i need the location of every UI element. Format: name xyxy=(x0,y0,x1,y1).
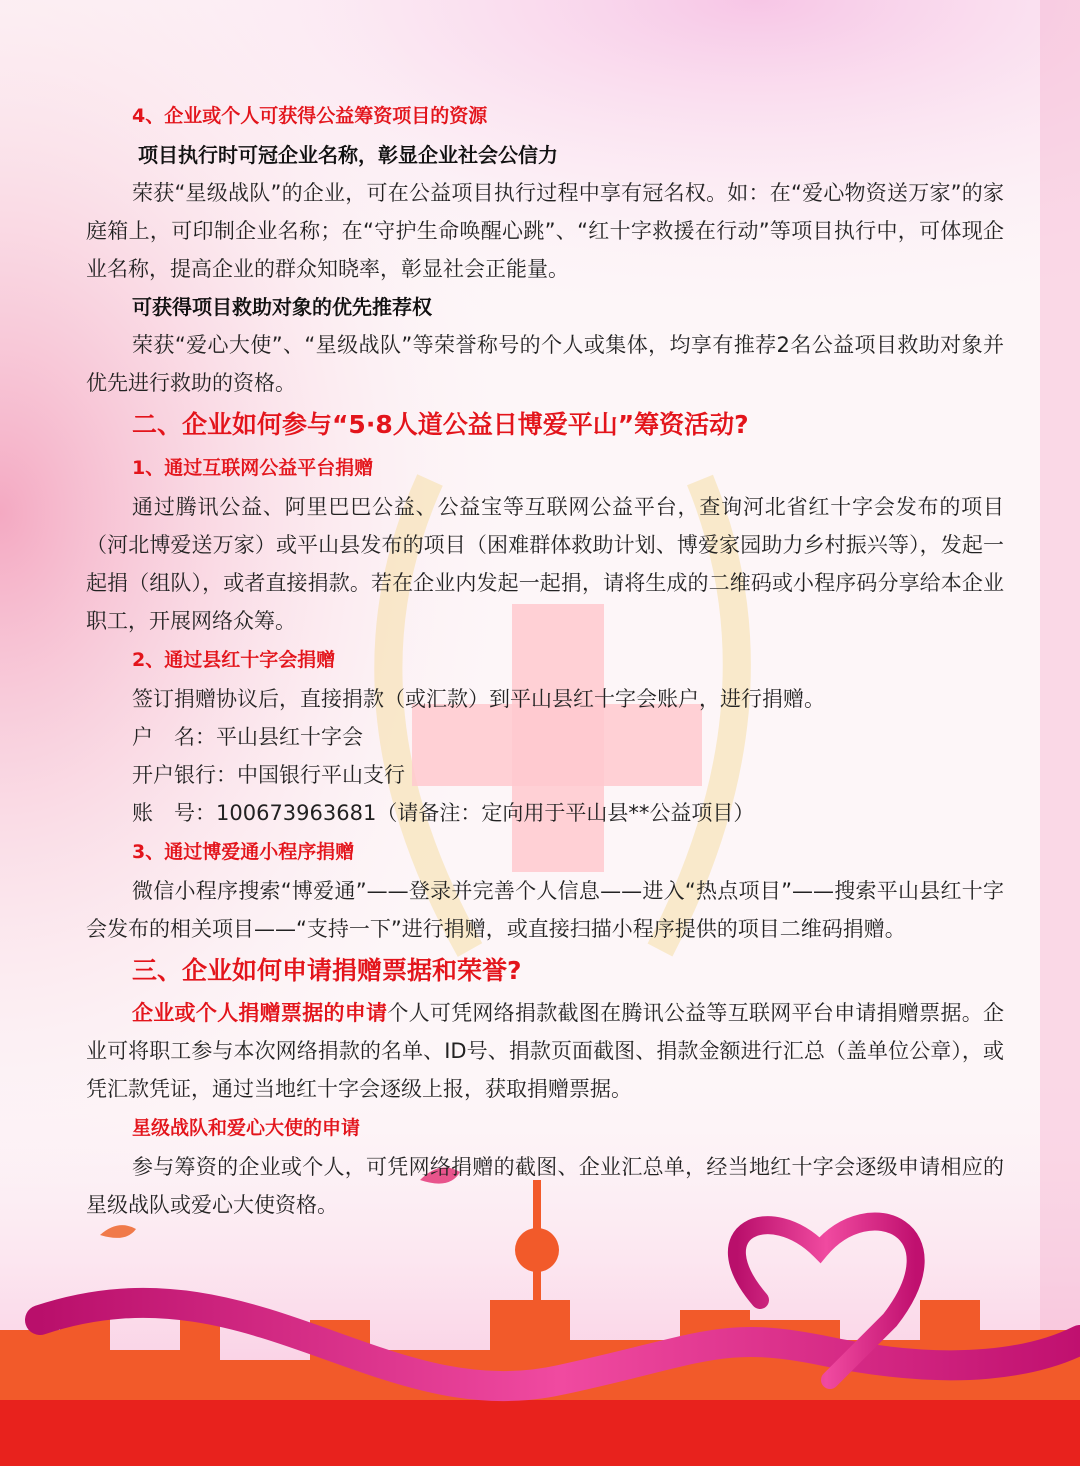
paragraph-method-1: 通过腾讯公益、阿里巴巴公益、公益宝等互联网公益平台，查询河北省红十字会发布的项目（河北博爱送万家）或平山县发布的项目（困难群体救助计划、博爱家园助力乡村振兴等），发起一起捐（组队），或者直接捐款。若在企业内发起一起捐，请将生成的二维码或小程序码分享给本企业职工，开展网络众筹。 xyxy=(86,495,1004,633)
section-title-receipts-honors: 三、企业如何申请捐赠票据和荣誉? xyxy=(132,956,522,985)
account-name: 户 名：平山县红十字会 xyxy=(132,725,363,749)
heading-method-3: 3、通过博爱通小程序捐赠 xyxy=(132,841,355,863)
account-number: 账 号：100673963681（请备注：定向用于平山县**公益项目） xyxy=(132,801,755,825)
heading-benefit-4: 4、企业或个人可获得公益筹资项目的资源 xyxy=(132,105,488,127)
heading-method-2: 2、通过县红十字会捐赠 xyxy=(132,649,336,671)
subheading-priority-recommendation: 可获得项目救助对象的优先推荐权 xyxy=(132,295,432,319)
bank-name: 开户银行：中国银行平山支行 xyxy=(132,763,405,787)
article-body xyxy=(86,96,1004,1224)
heading-honor-application: 星级战队和爱心大使的申请 xyxy=(132,1117,361,1139)
paragraph-method-2: 签订捐赠协议后，直接捐款（或汇款）到平山县红十字会账户，进行捐赠。 xyxy=(132,687,825,711)
paragraph-method-3: 微信小程序搜索“博爱通”——登录并完善个人信息——进入“热点项目”——搜索平山县红十字会发布的相关项目——“支持一下”进行捐赠，或直接扫描小程序提供的项目二维码捐赠。 xyxy=(86,879,1004,941)
receipt-lead: 企业或个人捐赠票据的申请 xyxy=(132,1001,388,1025)
heading-method-1: 1、通过互联网公益平台捐赠 xyxy=(132,457,374,479)
paragraph-receipt-application xyxy=(86,994,1004,1108)
paragraph-priority-recommendation: 荣获“爱心大使”、“星级战队”等荣誉称号的个人或集体，均享有推荐2名公益项目救助对象并优先进行救助的资格。 xyxy=(86,333,1004,395)
paragraph-honor-application: 参与筹资的企业或个人，可凭网络捐赠的截图、企业汇总单，经当地红十字会逐级申请相应的星级战队或爱心大使资格。 xyxy=(86,1155,1004,1217)
subheading-naming-rights: 项目执行时可冠企业名称，彰显企业社会公信力 xyxy=(138,143,558,167)
receipt-text: 个人可凭网络捐款截图在腾讯公益等互联网平台申请捐赠票据。企业可将职工参与本次网络捐款的名单、ID号、捐款页面截图、捐款金额进行汇总（盖单位公章），或凭汇款凭证，通过当地红十字会逐级上报，获取捐赠票据。 xyxy=(86,1001,1005,1101)
paragraph-naming-rights: 荣获“星级战队”的企业，可在公益项目执行过程中享有冠名权。如：在“爱心物资送万家”的家庭箱上，可印制企业名称；在“守护生命唤醒心跳”、“红十字救援在行动”等项目执行中，可体现企业名称，提高企业的群众知晓率，彰显社会正能量。 xyxy=(86,181,1004,281)
section-title-how-to-participate: 二、企业如何参与“5·8人道公益日博爱平山”筹资活动? xyxy=(132,410,749,439)
